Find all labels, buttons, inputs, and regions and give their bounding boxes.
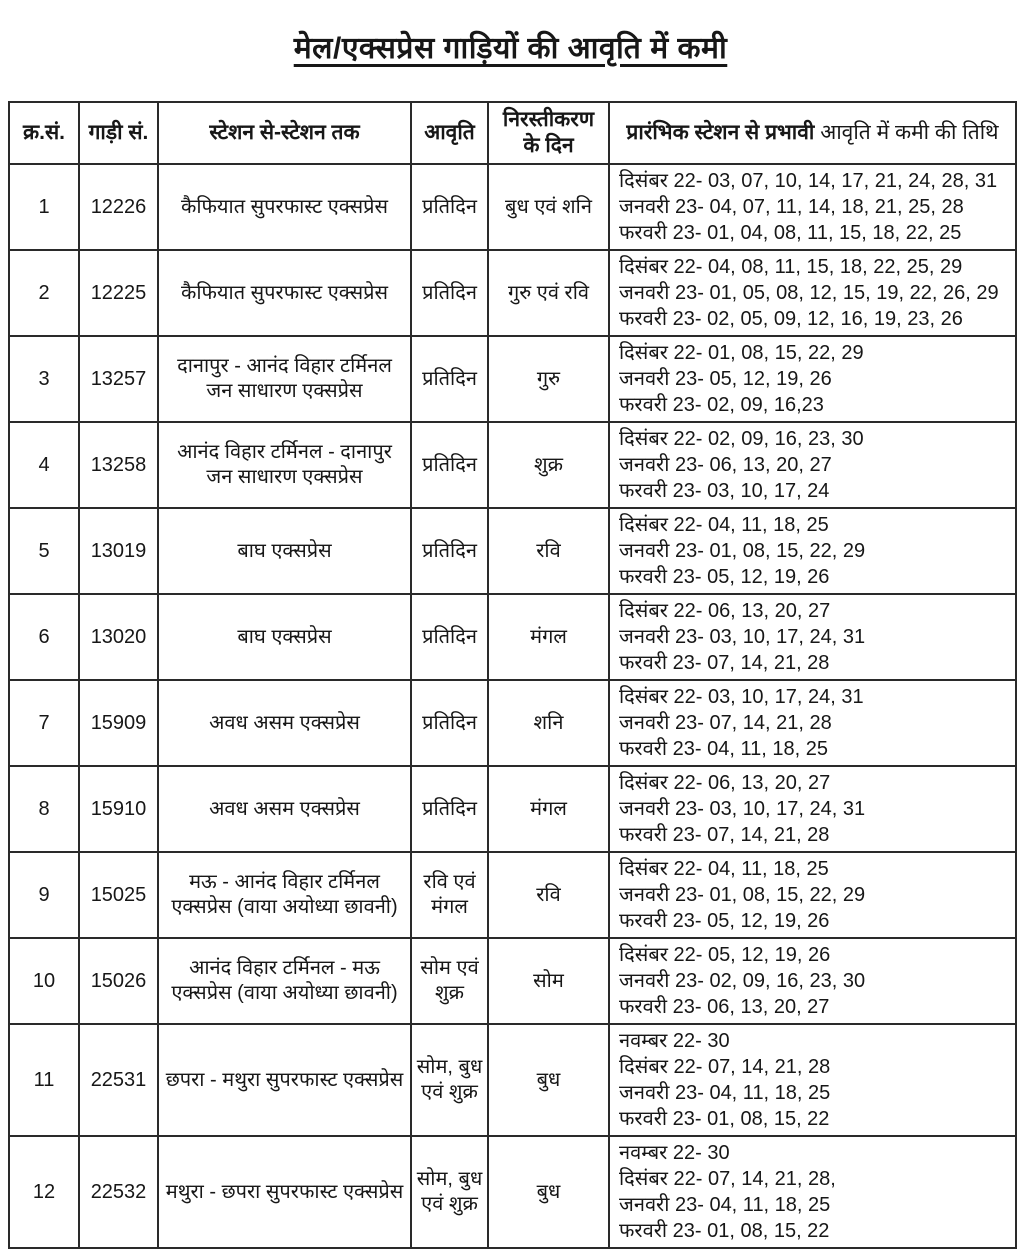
route-cell: आनंद विहार टर्मिनल - दानापुर जन साधारण एक्सप्रेस	[158, 422, 411, 508]
date-line: फरवरी 23- 05, 12, 19, 26	[619, 910, 830, 932]
table-body	[9, 164, 1016, 1248]
cancellation-days-cell: मंगल	[488, 594, 609, 680]
frequency-cell: सोम, बुध एवं शुक्र	[411, 1136, 488, 1248]
train-number-cell: 13020	[79, 594, 158, 680]
train-number-cell: 15910	[79, 766, 158, 852]
serial-number-cell: 5	[9, 508, 79, 594]
train-frequency-table	[8, 101, 1017, 1249]
table-row	[9, 852, 1016, 938]
dates-cell	[609, 938, 1016, 1024]
cancellation-days-cell: रवि	[488, 508, 609, 594]
cancellation-days-cell: शुक्र	[488, 422, 609, 508]
date-line: जनवरी 23- 01, 08, 15, 22, 29	[619, 884, 866, 906]
serial-number-cell: 4	[9, 422, 79, 508]
frequency-cell: सोम, बुध एवं शुक्र	[411, 1024, 488, 1136]
dates-cell	[609, 508, 1016, 594]
serial-number-cell: 2	[9, 250, 79, 336]
date-line: दिसंबर 22- 06, 13, 20, 27	[619, 600, 831, 622]
route-cell: बाघ एक्सप्रेस	[158, 508, 411, 594]
date-line: जनवरी 23- 04, 07, 11, 14, 18, 21, 25, 28	[619, 196, 964, 218]
route-cell: दानापुर - आनंद विहार टर्मिनल जन साधारण एक्सप्रेस	[158, 336, 411, 422]
date-line: फरवरी 23- 07, 14, 21, 28	[619, 824, 830, 846]
route-cell: अवध असम एक्सप्रेस	[158, 766, 411, 852]
cancellation-days-cell: मंगल	[488, 766, 609, 852]
cancellation-days-cell: गुरु एवं रवि	[488, 250, 609, 336]
route-cell: अवध असम एक्सप्रेस	[158, 680, 411, 766]
train-number-cell: 13019	[79, 508, 158, 594]
date-line: दिसंबर 22- 04, 11, 18, 25	[619, 514, 829, 536]
date-line: दिसंबर 22- 04, 08, 11, 15, 18, 22, 25, 29	[619, 256, 963, 278]
date-line: जनवरी 23- 03, 10, 17, 24, 31	[619, 626, 866, 648]
route-cell: कैफियात सुपरफास्ट एक्सप्रेस	[158, 164, 411, 250]
date-line: दिसंबर 22- 03, 10, 17, 24, 31	[619, 686, 864, 708]
route-cell: मऊ - आनंद विहार टर्मिनल एक्सप्रेस (वाया अयोध्या छावनी)	[158, 852, 411, 938]
dates-cell	[609, 594, 1016, 680]
train-number-cell: 15909	[79, 680, 158, 766]
header-frequency: आवृति	[411, 102, 488, 164]
date-line: फरवरी 23- 03, 10, 17, 24	[619, 480, 830, 502]
table-row	[9, 680, 1016, 766]
cancellation-days-cell: रवि	[488, 852, 609, 938]
header-train-number: गाड़ी सं.	[79, 102, 158, 164]
frequency-cell: रवि एवं मंगल	[411, 852, 488, 938]
train-number-cell: 22532	[79, 1136, 158, 1248]
date-line: जनवरी 23- 04, 11, 18, 25	[619, 1194, 831, 1216]
dates-cell	[609, 164, 1016, 250]
header-effective-dates-lead: प्रारंभिक स्टेशन से प्रभावी	[626, 121, 815, 144]
frequency-cell: प्रतिदिन	[411, 250, 488, 336]
route-cell: बाघ एक्सप्रेस	[158, 594, 411, 680]
table-row	[9, 508, 1016, 594]
dates-cell	[609, 766, 1016, 852]
dates-cell	[609, 250, 1016, 336]
table-row	[9, 938, 1016, 1024]
table-row	[9, 594, 1016, 680]
date-line: जनवरी 23- 07, 14, 21, 28	[619, 712, 832, 734]
frequency-cell: प्रतिदिन	[411, 164, 488, 250]
date-line: जनवरी 23- 01, 05, 08, 12, 15, 19, 22, 26, 29	[619, 282, 999, 304]
date-line: जनवरी 23- 01, 08, 15, 22, 29	[619, 540, 866, 562]
table-row	[9, 336, 1016, 422]
date-line: दिसंबर 22- 05, 12, 19, 26	[619, 944, 831, 966]
route-cell: मथुरा - छपरा सुपरफास्ट एक्सप्रेस	[158, 1136, 411, 1248]
train-number-cell: 13258	[79, 422, 158, 508]
date-line: दिसंबर 22- 02, 09, 16, 23, 30	[619, 428, 864, 450]
frequency-cell: सोम एवं शुक्र	[411, 938, 488, 1024]
dates-cell	[609, 680, 1016, 766]
cancellation-days-cell: सोम	[488, 938, 609, 1024]
header-cancellation-days: निरस्तीकरण के दिन	[488, 102, 609, 164]
date-line: फरवरी 23- 05, 12, 19, 26	[619, 566, 830, 588]
header-effective-dates-rest: आवृति में कमी की तिथि	[814, 121, 999, 144]
header-route: स्टेशन से-स्टेशन तक	[158, 102, 411, 164]
serial-number-cell: 9	[9, 852, 79, 938]
dates-cell	[609, 336, 1016, 422]
date-line: दिसंबर 22- 01, 08, 15, 22, 29	[619, 342, 864, 364]
date-line: नवम्बर 22- 30	[619, 1030, 730, 1052]
cancellation-days-cell: शनि	[488, 680, 609, 766]
dates-cell	[609, 1136, 1016, 1248]
serial-number-cell: 3	[9, 336, 79, 422]
date-line: फरवरी 23- 02, 09, 16,23	[619, 394, 824, 416]
date-line: फरवरी 23- 06, 13, 20, 27	[619, 996, 830, 1018]
serial-number-cell: 10	[9, 938, 79, 1024]
serial-number-cell: 8	[9, 766, 79, 852]
table-row	[9, 164, 1016, 250]
header-serial-number: क्र.सं.	[9, 102, 79, 164]
train-number-cell: 12225	[79, 250, 158, 336]
date-line: दिसंबर 22- 06, 13, 20, 27	[619, 772, 831, 794]
train-number-cell: 22531	[79, 1024, 158, 1136]
frequency-cell: प्रतिदिन	[411, 594, 488, 680]
date-line: नवम्बर 22- 30	[619, 1142, 730, 1164]
date-line: जनवरी 23- 02, 09, 16, 23, 30	[619, 970, 866, 992]
serial-number-cell: 11	[9, 1024, 79, 1136]
table-row	[9, 1024, 1016, 1136]
frequency-cell: प्रतिदिन	[411, 766, 488, 852]
date-line: फरवरी 23- 04, 11, 18, 25	[619, 738, 828, 760]
dates-cell	[609, 852, 1016, 938]
date-line: फरवरी 23- 07, 14, 21, 28	[619, 652, 830, 674]
serial-number-cell: 12	[9, 1136, 79, 1248]
frequency-cell: प्रतिदिन	[411, 680, 488, 766]
date-line: फरवरी 23- 01, 08, 15, 22	[619, 1108, 830, 1130]
frequency-cell: प्रतिदिन	[411, 422, 488, 508]
table-row	[9, 250, 1016, 336]
train-number-cell: 12226	[79, 164, 158, 250]
route-cell: छपरा - मथुरा सुपरफास्ट एक्सप्रेस	[158, 1024, 411, 1136]
cancellation-days-cell: गुरु	[488, 336, 609, 422]
cancellation-days-cell: बुध	[488, 1024, 609, 1136]
date-line: फरवरी 23- 01, 08, 15, 22	[619, 1220, 830, 1242]
cancellation-days-cell: बुध	[488, 1136, 609, 1248]
table-header-row	[9, 102, 1016, 164]
date-line: जनवरी 23- 06, 13, 20, 27	[619, 454, 832, 476]
route-cell: आनंद विहार टर्मिनल - मऊ एक्सप्रेस (वाया अयोध्या छावनी)	[158, 938, 411, 1024]
serial-number-cell: 1	[9, 164, 79, 250]
train-number-cell: 15026	[79, 938, 158, 1024]
train-number-cell: 15025	[79, 852, 158, 938]
date-line: दिसंबर 22- 04, 11, 18, 25	[619, 858, 829, 880]
cancellation-days-cell: बुध एवं शनि	[488, 164, 609, 250]
dates-cell	[609, 422, 1016, 508]
date-line: दिसंबर 22- 07, 14, 21, 28	[619, 1056, 831, 1078]
route-cell: कैफियात सुपरफास्ट एक्सप्रेस	[158, 250, 411, 336]
date-line: दिसंबर 22- 03, 07, 10, 14, 17, 21, 24, 28, 31	[619, 170, 998, 192]
date-line: फरवरी 23- 01, 04, 08, 11, 15, 18, 22, 25	[619, 222, 962, 244]
serial-number-cell: 6	[9, 594, 79, 680]
frequency-cell: प्रतिदिन	[411, 508, 488, 594]
header-effective-dates	[609, 102, 1016, 164]
date-line: जनवरी 23- 05, 12, 19, 26	[619, 368, 832, 390]
date-line: फरवरी 23- 02, 05, 09, 12, 16, 19, 23, 26	[619, 308, 963, 330]
table-row	[9, 766, 1016, 852]
page-title: मेल/एक्सप्रेस गाड़ियों की आवृति में कमी	[293, 32, 728, 65]
date-line: दिसंबर 22- 07, 14, 21, 28,	[619, 1168, 836, 1190]
table-row	[9, 422, 1016, 508]
serial-number-cell: 7	[9, 680, 79, 766]
train-number-cell: 13257	[79, 336, 158, 422]
frequency-cell: प्रतिदिन	[411, 336, 488, 422]
date-line: जनवरी 23- 04, 11, 18, 25	[619, 1082, 831, 1104]
dates-cell	[609, 1024, 1016, 1136]
date-line: जनवरी 23- 03, 10, 17, 24, 31	[619, 798, 866, 820]
table-row	[9, 1136, 1016, 1248]
